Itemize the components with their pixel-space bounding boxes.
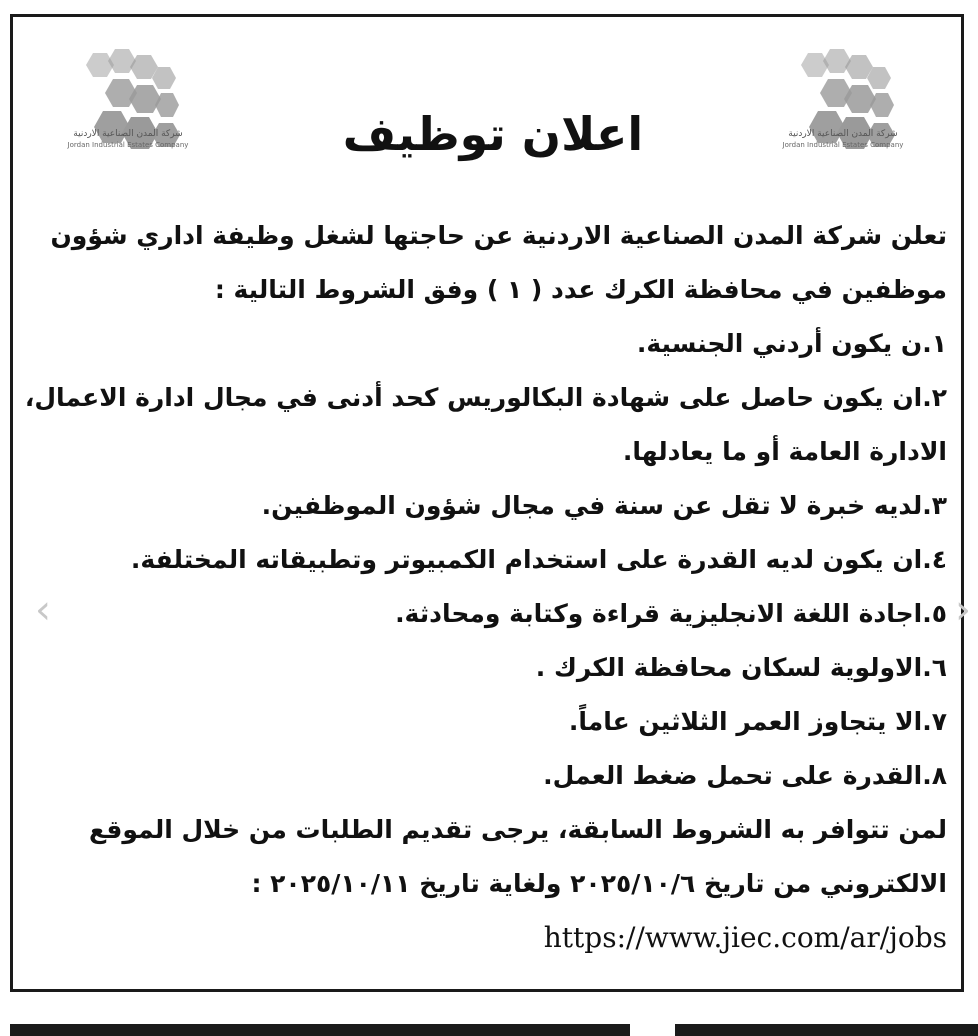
prev-image-chevron-icon[interactable]: ‹ bbox=[35, 587, 51, 633]
condition-item: ٤.ان يكون لديه القدرة على استخدام الكمبيوتر وتطبيقاته المختلفة. bbox=[130, 545, 947, 574]
condition-item: ١.ن يكون أردني الجنسية. bbox=[636, 329, 947, 358]
application-dates: الالكتروني من تاريخ ٢٠٢٥/١٠/٦ ولغاية تاريخ ٢٠٢٥/١٠/١١ : bbox=[251, 869, 947, 898]
job-ad-frame bbox=[10, 14, 964, 992]
company-logo-left bbox=[63, 45, 193, 195]
logo-name-en: Jordan Industrial Estates Company bbox=[67, 141, 189, 149]
condition-item: ٨.القدرة على تحمل ضغط العمل. bbox=[543, 761, 947, 790]
logo-name-ar: شركة المدن الصناعية الاردنية bbox=[73, 129, 183, 139]
intro-line: تعلن شركة المدن الصناعية الاردنية عن حاجتها لشغل وظيفة اداري شؤون bbox=[50, 221, 947, 250]
logo-name-en: Jordan Industrial Estates Company bbox=[782, 141, 904, 149]
divider-bar bbox=[10, 1024, 630, 1036]
condition-item: ٣.لديه خبرة لا تقل عن سنة في مجال شؤون الموظفين. bbox=[261, 491, 947, 520]
condition-item: ٥.اجادة اللغة الانجليزية قراءة وكتابة ومحادثة. bbox=[395, 599, 947, 628]
ad-title: اعلان توظيف bbox=[342, 107, 644, 161]
divider-bar bbox=[675, 1024, 978, 1036]
logo-name-ar: شركة المدن الصناعية الاردنية bbox=[788, 129, 898, 139]
company-logo-right bbox=[778, 45, 908, 195]
condition-item: ٢.ان يكون حاصل على شهادة البكالوريس كحد أدنى في مجال ادارة الاعمال، bbox=[24, 383, 947, 412]
application-note: لمن تتوافر به الشروط السابقة، يرجى تقديم الطلبات من خلال الموقع bbox=[88, 815, 947, 844]
ad-body bbox=[24, 209, 947, 965]
next-image-chevron-icon[interactable]: › bbox=[955, 587, 971, 633]
condition-item-continued: الادارة العامة أو ما يعادلها. bbox=[622, 437, 947, 466]
condition-item: ٧.الا يتجاوز العمر الثلاثين عاماً. bbox=[568, 707, 947, 736]
logo-caption-right bbox=[773, 129, 913, 151]
jobs-url[interactable]: https://www.jiec.com/ar/jobs bbox=[543, 921, 947, 954]
condition-item: ٦.الاولوية لسكان محافظة الكرك . bbox=[535, 653, 947, 682]
logo-caption-left bbox=[58, 129, 198, 151]
intro-line: موظفين في محافظة الكرك عدد ( ١ ) وفق الشروط التالية : bbox=[214, 275, 947, 304]
